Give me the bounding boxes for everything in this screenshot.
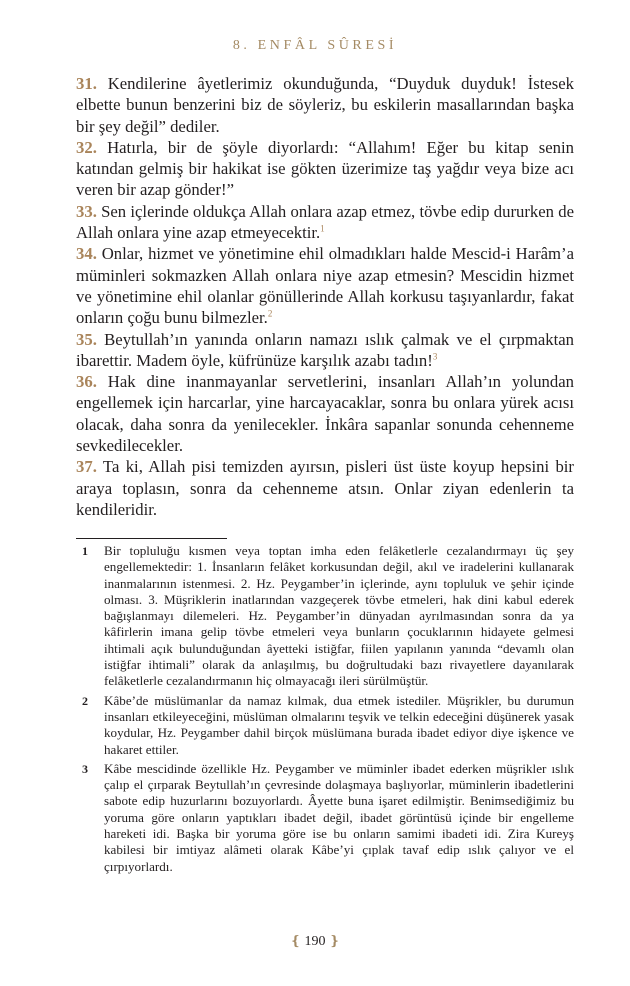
verse-33 xyxy=(76,201,574,244)
verse-34 xyxy=(76,243,574,328)
footnote-1 xyxy=(76,543,574,690)
footnote-ref[interactable]: 1 xyxy=(320,223,325,234)
footnote-2 xyxy=(76,693,574,758)
verse-text: Beytullah’ın yanında onların namazı ıslık çalmak ve el çırpmaktan ibarettir. Madem öyle, küfrünüze karşılık azabı tadın! xyxy=(76,329,574,370)
verse-text: Sen içlerinde oldukça Allah onlara azap etmez, tövbe edip dururken de Allah onlara yine azap etmeyecektir. xyxy=(76,201,574,243)
verse-37 xyxy=(76,456,574,520)
verse-number: 35. xyxy=(76,329,97,349)
ornament-right-icon: ❵ xyxy=(329,933,340,948)
running-header: 8. ENFÂL SÛRESİ xyxy=(232,38,398,53)
verse-number: 34. xyxy=(76,244,97,264)
verse-number: 31. xyxy=(76,74,97,93)
verse-number: 33. xyxy=(76,201,97,221)
footnote-3 xyxy=(76,761,574,875)
verse-35 xyxy=(76,329,574,372)
page-number-value: 190 xyxy=(304,934,326,949)
footnote-text: Kâbe’de müslümanlar da namaz kılmak, dua etmek istediler. Müşrikler, bu durumun insanları etkileyeceğini, müslüman olmalarını teşvik ve telkin edeceğini düşünerek yasak koydular, Hz. Peygamber dahil birçok müslümana burada ibadet ediyor diye işkence ve hakaret ettiler. xyxy=(104,692,574,757)
verse-number: 32. xyxy=(76,137,97,157)
footnote-number: 1 xyxy=(82,544,88,558)
verse-list xyxy=(76,73,574,520)
footnote-text: Kâbe mescidinde özellikle Hz. Peygamber ve müminler ibadet ederken müşrikler ıslık çalıp el çırparak Beytullah’ın çevresinde dolaşmaya başlıyorlar, müminlerin ibadetlerini sabote edip huzurlarını bozuyorlardı. Âyette buna işaret edilmiştir. Benimsediğimiz bu yoruma göre onların yaptıkları ibadet değil, ibadet görüntüsü içinde bir engelleme hareketi idi. Başka bir yoruma göre ise bu onların samimi ibadeti idi. Zira Kureyş kabilesi bir imtiyaz alâmeti olarak Kâbe’yi çıplak tavaf edip ıslık çalıyor ve el çırpıyorlardı. xyxy=(104,760,574,874)
verse-36 xyxy=(76,371,574,456)
footnote-ref[interactable]: 3 xyxy=(432,351,438,362)
verse-text: Onlar, hizmet ve yönetimine ehil olmadıkları halde Mescid-i Harâm’a müminleri sokmazken Allah onlara niye azap etmesin? Mescidin hizmet ve yönetimine ehil olanlar gönüllerinde Allah korkusu taşıyanlardır, fakat onların çoğu bunu bilmezler. xyxy=(76,244,575,328)
footnote-number: 3 xyxy=(82,761,88,776)
verse-text: Ta ki, Allah pisi temizden ayırsın, pisleri üst üste koyup hepsini bir araya toplasın, sonra da cehenneme atsın. Onlar ziyan edenlerin ta kendileridir. xyxy=(76,457,574,519)
verse-text: Hak dine inanmayanlar servetlerini, insanları Allah’ın yolundan engellemek için harcarlar, yine harcayacaklar, sonra bu onlara yürek acısı olacak, daha sonra da yenilecekler. İnkâra sapanlar sonunda cehenneme sevkedilecekler. xyxy=(76,372,574,456)
footnote-divider xyxy=(76,538,227,539)
verse-31 xyxy=(76,73,574,137)
verse-number: 37. xyxy=(76,457,97,477)
footnote-list xyxy=(76,543,574,878)
verse-text: Hatırla, bir de şöyle diyorlardı: “Allahım! Eğer bu kitap senin katından gelmiş bir hakikat ise gökten üzerimize taş yağdır veya bize acı veren bir azap gönder!” xyxy=(76,137,575,200)
footnote-text: Bir topluluğu kısmen veya toptan imha eden felâketlerle cezalandırmayı üç şey engellemektedir: 1. İnsanların felâket korkusundan değil, akıl ve iradelerini kullanarak inanmalarının istenmesi. 2. Hz. Peygamber’in içlerinde, aynı topluluk ve şehir içinde olması. 3. Müşriklerin inatlarından vazgeçerek tövbe etmeleri, hak dini kabul ederek bağışlanmayı dilemeleri. Hz. Peygamber’in dünyadan ayrılmasından sonra da ya kâfirlerin imana gelip tövbe etmeleri veya bunların çocuklarının hidayete gelmesi ihtimali açık bulunduğundan âyetteki istiğfar, fiilen yapılanın yanında “devamlı olan istiğfar ihtimali” olarak da anlaşılmış, bu doğrultudaki bazı rivayetlere dayanılarak felâketlerle cezalandırmanın hiç olmayacağı ileri sürülmüştür. xyxy=(104,543,574,689)
footnote-number: 2 xyxy=(82,693,88,708)
page-number xyxy=(0,933,630,950)
verse-32 xyxy=(76,137,574,201)
verse-number: 36. xyxy=(76,372,97,392)
footnote-ref[interactable]: 2 xyxy=(267,308,273,319)
ornament-left-icon: ❴ xyxy=(290,933,301,948)
verse-text: Kendilerine âyetlerimiz okunduğunda, “Duyduk duyduk! İstesek elbette bunun benzerini biz de söyleriz, bu eskilerin masallarından başka bir şey değil” dediler. xyxy=(76,74,574,136)
